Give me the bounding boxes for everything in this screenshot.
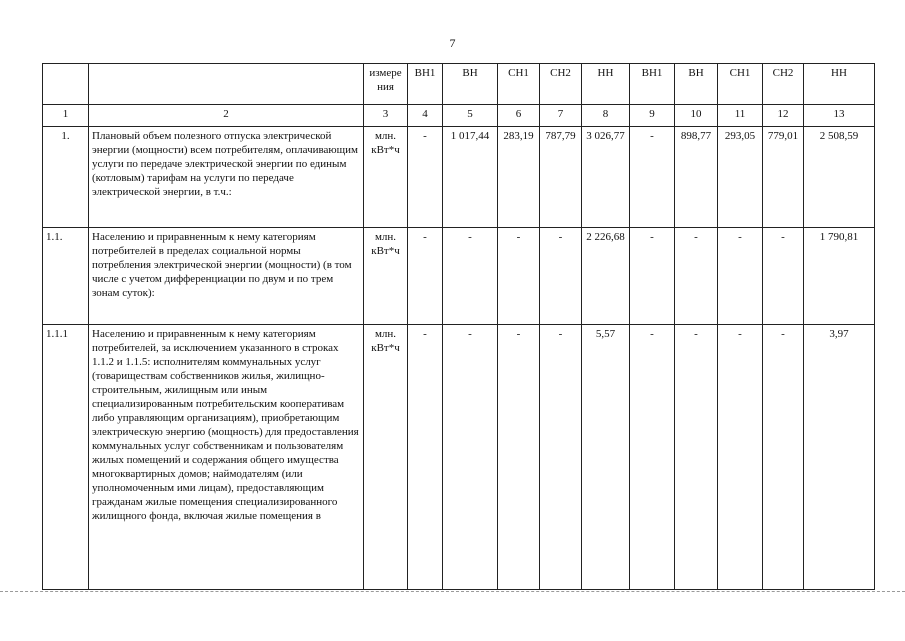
value-cell: 3,97 (804, 325, 875, 590)
value-cell: - (408, 325, 443, 590)
header-cell: СН2 (540, 64, 582, 105)
value-cell: - (408, 228, 443, 325)
row-number: 1.1.1 (43, 325, 89, 590)
value-cell: - (675, 325, 718, 590)
header-cell: ВН1 (408, 64, 443, 105)
value-cell: 3 026,77 (582, 127, 630, 228)
row-description: Плановый объем полезного отпуска электрической энергии (мощности) всем потребителям, оплачивающим услуги по передаче электрической энергии по единым (котловым) тарифам на услуги по передаче электрической энергии, в т.ч.: (89, 127, 364, 228)
value-cell: 2 226,68 (582, 228, 630, 325)
value-cell: 1 017,44 (443, 127, 498, 228)
row-unit: млн. кВт*ч (364, 127, 408, 228)
column-number: 3 (364, 105, 408, 127)
header-cell: НН (804, 64, 875, 105)
value-cell: - (540, 228, 582, 325)
value-cell: - (763, 325, 804, 590)
column-number: 12 (763, 105, 804, 127)
header-cell: СН1 (498, 64, 540, 105)
table-row (43, 127, 875, 228)
value-cell: 779,01 (763, 127, 804, 228)
value-cell: - (630, 325, 675, 590)
column-number: 8 (582, 105, 630, 127)
value-cell: - (763, 228, 804, 325)
value-cell: 787,79 (540, 127, 582, 228)
value-cell: - (498, 228, 540, 325)
value-cell: - (408, 127, 443, 228)
value-cell: - (498, 325, 540, 590)
value-cell: - (675, 228, 718, 325)
value-cell: 2 508,59 (804, 127, 875, 228)
value-cell: 283,19 (498, 127, 540, 228)
header-cell: НН (582, 64, 630, 105)
value-cell: 5,57 (582, 325, 630, 590)
header-cell: ВН (443, 64, 498, 105)
column-number: 5 (443, 105, 498, 127)
value-cell: 898,77 (675, 127, 718, 228)
header-cell (89, 64, 364, 105)
header-cell: ВН (675, 64, 718, 105)
column-number: 7 (540, 105, 582, 127)
header-cell (43, 64, 89, 105)
value-cell: - (443, 228, 498, 325)
header-cell: СН2 (763, 64, 804, 105)
column-number-row (43, 105, 875, 127)
value-cell: 293,05 (718, 127, 763, 228)
row-number: 1. (43, 127, 89, 228)
table-row (43, 228, 875, 325)
column-number: 2 (89, 105, 364, 127)
column-number: 9 (630, 105, 675, 127)
column-number: 4 (408, 105, 443, 127)
value-cell: - (630, 228, 675, 325)
value-cell: - (540, 325, 582, 590)
value-cell: - (718, 228, 763, 325)
row-description: Населению и приравненным к нему категориям потребителей в пределах социальной нормы потребления электрической энергии (мощности) (в том числе с учетом дифференциации по двум и по трем зонам суток): (89, 228, 364, 325)
value-cell: - (630, 127, 675, 228)
tariff-volume-table (42, 63, 875, 590)
column-number: 13 (804, 105, 875, 127)
header-cell: СН1 (718, 64, 763, 105)
row-description: Населению и приравненным к нему категориям потребителей, за исключением указанного в строках 1.1.2 и 1.1.5: исполнителям коммунальных услуг (товариществам собственников жилья, жилищно-строительным, жилищным или иным специализированным потребительским кооперативам либо управляющим организациям), приобретающим электрическую энергию (мощность) для предоставления коммунальных услуг собственникам и пользователям жилых помещений и содержания общего имущества многоквартирных домов; наймодателям (или уполномоченным ими лицам), предоставляющим гражданам жилые помещения специализированного жилищного фонда, включая жилые помещения в (89, 325, 364, 590)
column-number: 11 (718, 105, 763, 127)
header-cell-unit: измере ния (364, 64, 408, 105)
header-cell: ВН1 (630, 64, 675, 105)
value-cell: 1 790,81 (804, 228, 875, 325)
column-number: 1 (43, 105, 89, 127)
column-number: 6 (498, 105, 540, 127)
table-row (43, 325, 875, 590)
value-cell: - (718, 325, 763, 590)
page-cut-line (0, 591, 905, 641)
header-row (43, 64, 875, 105)
row-unit: млн. кВт*ч (364, 325, 408, 590)
row-number: 1.1. (43, 228, 89, 325)
page-number: 7 (449, 36, 456, 50)
value-cell: - (443, 325, 498, 590)
row-unit: млн. кВт*ч (364, 228, 408, 325)
column-number: 10 (675, 105, 718, 127)
